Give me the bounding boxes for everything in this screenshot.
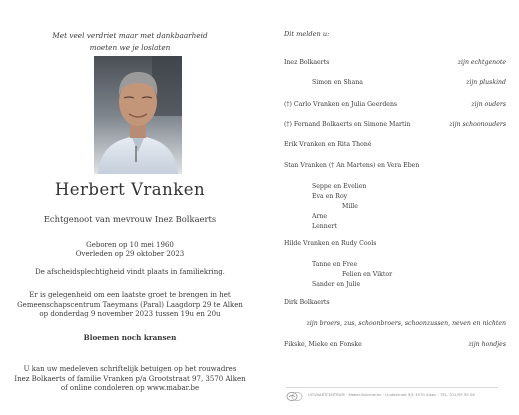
- death-date: Overleden op 29 oktober 2023: [75, 250, 185, 258]
- footer-text: UITVAARTCENTRUM · Mabar-Kolchteren · Lindestraat 9/1 3570 Alken · TEL. 011/59 59 06: [308, 393, 475, 397]
- grandchild-name: Sander en Julie: [312, 281, 361, 288]
- portrait-photo: [94, 56, 182, 174]
- announcement-intro: Dit melden u:: [284, 30, 330, 38]
- family-relation: zijn hondjes: [468, 341, 506, 348]
- family-relation: zijn pluskind: [466, 79, 506, 86]
- farewell-text: De afscheidsplechtigheid vindt plaats in familiekring.: [35, 268, 225, 276]
- opening-quote: [10, 30, 250, 54]
- condolence-line-3: of online condoleren op www.mabar.be: [60, 384, 200, 393]
- grandchild-name: Lennert: [312, 223, 337, 230]
- deceased-name: Herbert Vranken: [54, 180, 206, 199]
- family-relation: zijn broers, zus, schoonbroers, schoonzussen, neven en nichten: [306, 320, 506, 327]
- spouse-line: Echtgenoot van mevrouw Inez Bolkaerts: [43, 214, 217, 224]
- family-name: Fikske, Mieke en Fonske: [284, 341, 362, 348]
- gathering-line-3: op donderdag 9 november 2023 tussen 19u en 20u: [39, 310, 221, 319]
- family-name: (†) Fernand Bolkaerts en Simone Martin: [284, 121, 411, 128]
- family-name: Simon en Shana: [312, 79, 363, 86]
- family-name: Erik Vranken en Rita Thoné: [284, 141, 372, 148]
- grandchild-name: Seppe en Evelien: [312, 183, 367, 190]
- grandchild-name: Arne: [312, 213, 328, 220]
- family-relation: zijn ouders: [471, 101, 506, 108]
- family-name: Dirk Bolkaerts: [284, 299, 330, 306]
- family-relation: zijn schoonouders: [449, 121, 506, 128]
- life-dates: [10, 241, 250, 259]
- birth-date: Geboren op 10 mei 1960: [86, 241, 174, 249]
- portrait-image: [94, 56, 182, 174]
- opening-line-2: moeten we je loslaten: [89, 43, 171, 52]
- gathering-line-2: Gemeenschapscentrum Taeymans (Paral) Laagdorp 29 te Alken: [17, 300, 243, 309]
- family-name: Stan Vranken († An Martens) en Vera Eben: [284, 162, 420, 169]
- gathering-text: [10, 291, 250, 320]
- opening-line-1: Met veel verdriet maar met dankbaarheid: [52, 31, 208, 40]
- gathering-line-1: Er is gelegenheid om een laatste groet te brengen in het: [29, 291, 231, 299]
- grandchild-name: Mille: [342, 203, 358, 210]
- family-name: Hilde Vranken en Rudy Cools: [284, 240, 377, 247]
- condolence-text: [10, 365, 250, 394]
- condolence-line-1: U kan uw medeleven schriftelijk betuigen op het rouwadres: [23, 365, 237, 373]
- family-relation: zijn echtgenote: [457, 59, 506, 66]
- grandchild-name: Felien en Viktor: [342, 271, 393, 278]
- condolence-line-2: Inez Bolkaerts of familie Vranken p/a Grootstraat 97, 3570 Alken: [14, 374, 246, 383]
- grandchild-name: Tanne en Free: [312, 261, 358, 268]
- funeral-home-logo-icon: [286, 391, 304, 402]
- funeral-home-footer: [286, 387, 498, 404]
- family-name: Inez Bolkaerts: [284, 59, 330, 66]
- grandchild-name: Eva en Roy: [312, 193, 348, 200]
- flowers-note: Bloemen noch kransen: [83, 333, 177, 342]
- family-name: (†) Carlo Vranken en Julia Geerdens: [284, 101, 398, 108]
